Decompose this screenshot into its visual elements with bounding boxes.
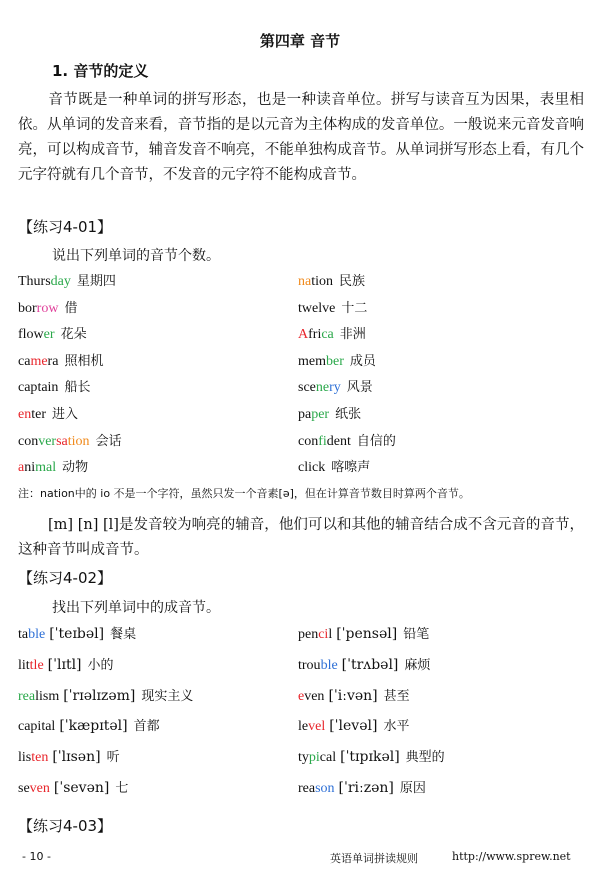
syllabic-text: [m] [n] [l]是发音较为响亮的辅音，他们可以和其他的辅音结合成不含元音的音节，这种音节叫成音节。 — [18, 517, 584, 558]
translation: 现实主义 — [141, 688, 194, 704]
syllable: dent — [326, 433, 351, 449]
word-entry — [18, 350, 103, 370]
intro-text: 音节既是一种单词的拼写形态，也是一种读音单位。拼写与读音互为因果，表里相依。从单词的发音来看，音节指的是以元音为主体构成的发音单位。一般说来元音发音响亮，可以构成音节，辅音发音不响亮，不能单独构成音节。从单词拼写形态上看，有几个元字符就有几个音节，不发音的元字符不能构成音节。 — [18, 92, 584, 183]
syllable: s — [45, 274, 51, 289]
phonetic: [ˈtɪpɪkəl] — [340, 749, 400, 766]
translation: 船长 — [64, 380, 91, 396]
word-row — [18, 297, 598, 323]
syllable: vel — [308, 719, 326, 735]
translation: 纸张 — [335, 407, 362, 422]
syllable: pi — [308, 750, 320, 766]
word — [298, 749, 336, 765]
word-entry — [18, 746, 120, 766]
syllable: ca — [18, 353, 31, 369]
translation: 首都 — [133, 719, 160, 735]
syllable: le — [298, 719, 309, 735]
word-entry — [298, 777, 426, 797]
phonetic: [ˈsevən] — [53, 780, 110, 796]
syllable: rea — [298, 781, 316, 796]
translation: 十二 — [341, 300, 368, 316]
word-row — [18, 350, 598, 376]
word-entry — [298, 403, 361, 423]
word-entry — [298, 350, 376, 370]
section-heading: 1. 音节的定义 — [52, 62, 149, 80]
word — [18, 406, 46, 422]
word — [298, 406, 329, 422]
word — [18, 780, 50, 796]
syllable: bor — [18, 300, 37, 316]
syllable: tle — [29, 657, 44, 673]
word-row — [18, 746, 598, 772]
word-entry — [18, 654, 114, 674]
word-entry — [298, 297, 367, 317]
phonetic: [ˈlɪtl] — [47, 656, 82, 673]
syllable: day — [50, 274, 71, 289]
phonetic: [ˈrɪəlɪzəm] — [63, 687, 136, 704]
word — [18, 273, 71, 289]
syllable: capi — [18, 719, 42, 735]
word-row — [18, 270, 598, 296]
word-row — [18, 430, 598, 456]
word — [18, 688, 59, 704]
syllable: er — [43, 327, 55, 343]
syllable: rea — [18, 688, 36, 704]
word-entry — [298, 376, 373, 396]
word — [18, 326, 55, 342]
syllable: lis — [18, 750, 32, 766]
exercise-instruction: 找出下列单词中的成音节。 — [52, 600, 220, 616]
translation: 听 — [106, 750, 120, 766]
syllable: ble — [320, 657, 338, 673]
syllable: ber — [326, 353, 344, 369]
translation: 七 — [115, 781, 129, 796]
word-entry — [298, 654, 430, 674]
word-row — [18, 777, 598, 803]
translation: 借 — [64, 300, 78, 316]
word-entry — [298, 715, 409, 735]
translation: 照相机 — [64, 353, 104, 369]
phonetic: [ˈriːzən] — [338, 780, 394, 796]
word — [298, 300, 335, 316]
translation: 自信的 — [356, 433, 396, 449]
syllable: per — [311, 407, 330, 422]
word-entry — [298, 456, 370, 476]
syllable: ver — [38, 433, 57, 449]
word — [298, 433, 351, 449]
syllable: mem — [298, 353, 326, 369]
phonetic: [ˈtrʌbəl] — [341, 656, 399, 673]
word — [18, 718, 55, 734]
word — [298, 459, 325, 475]
syllable: l — [328, 627, 333, 642]
syllable: lit — [18, 657, 30, 673]
translation: 进入 — [51, 407, 78, 422]
syllable: pen — [298, 627, 319, 642]
word-entry — [18, 456, 88, 476]
syllable: ven — [304, 688, 325, 704]
word-entry — [18, 270, 116, 290]
translation: 甚至 — [383, 688, 410, 704]
syllable: sce — [298, 380, 316, 396]
word-row — [18, 623, 598, 649]
syllable: tion — [311, 274, 333, 289]
syllable: e — [298, 688, 305, 704]
syllable: ca — [321, 327, 334, 343]
website-link[interactable]: http://www.sprew.net — [452, 850, 571, 863]
word — [298, 657, 338, 673]
word-row — [18, 323, 598, 349]
exercise-label: 【练习4-02】 — [18, 569, 113, 587]
word-row — [18, 403, 598, 429]
translation: 原因 — [399, 781, 426, 796]
word-entry — [18, 403, 78, 423]
exercise-instruction: 说出下列单词的音节个数。 — [52, 248, 220, 264]
syllable: na — [298, 274, 312, 289]
translation: 铅笔 — [403, 627, 430, 642]
word — [298, 718, 325, 734]
word-row — [18, 654, 598, 680]
word-entry — [18, 777, 128, 797]
syllable: con — [298, 433, 319, 449]
word-entry — [298, 685, 410, 705]
syllable: pa — [298, 407, 312, 422]
translation: 喀嚓声 — [331, 460, 371, 476]
syllable: ble — [28, 627, 46, 642]
word — [298, 626, 332, 642]
syllable: mal — [35, 460, 57, 476]
translation: 星期四 — [76, 274, 116, 289]
syllable: fri — [308, 327, 322, 343]
syllable: ta — [18, 627, 29, 642]
syllable: tion — [67, 433, 90, 449]
page-number: - 10 - — [22, 850, 51, 863]
word-entry — [18, 685, 193, 705]
word-row — [18, 376, 598, 402]
translation: 小的 — [87, 657, 114, 673]
syllable: Thur — [18, 274, 46, 289]
syllable: ty — [298, 750, 309, 766]
translation: 典型的 — [405, 750, 445, 766]
syllable: son — [315, 781, 335, 796]
syllable: en — [18, 407, 32, 422]
word — [18, 657, 44, 673]
word-entry — [18, 376, 90, 396]
word-entry — [18, 297, 77, 317]
book-title: 英语单词拼读规则 — [330, 852, 418, 865]
syllable: row — [36, 300, 59, 316]
word-entry — [298, 746, 445, 766]
word — [18, 433, 90, 449]
word — [18, 459, 56, 475]
phonetic: [ˈpensəl] — [336, 626, 398, 642]
word — [18, 626, 45, 642]
word — [298, 688, 324, 704]
word — [298, 780, 335, 796]
exercise-label: 【练习4-01】 — [18, 218, 113, 236]
syllable: A — [298, 327, 309, 343]
translation: 会话 — [95, 433, 122, 449]
word — [18, 300, 58, 316]
syllable: flow — [18, 327, 44, 343]
word — [18, 379, 58, 395]
word — [298, 273, 333, 289]
syllable: ra — [47, 353, 59, 369]
translation: 餐桌 — [110, 627, 137, 642]
phonetic: [ˈkæpɪtəl] — [59, 718, 128, 735]
exercise-label: 【练习4-03】 — [18, 817, 113, 835]
syllable: cal — [319, 750, 337, 766]
translation: 风景 — [346, 380, 373, 396]
syllable: con — [18, 433, 39, 449]
word-row — [18, 456, 598, 482]
footnote: 注：nation中的 io 不是一个字符，虽然只发一个音素[ə]，但在计算音节数目时算两个音节。 — [18, 487, 470, 500]
phonetic: [ˈiːvən] — [328, 687, 378, 704]
word-entry — [298, 270, 365, 290]
syllable: ni — [24, 460, 36, 476]
word — [298, 353, 344, 369]
syllable: trou — [298, 657, 321, 673]
syllable: fi — [318, 433, 327, 449]
syllable: cap — [18, 380, 38, 396]
phonetic: [ˈteɪbəl] — [49, 626, 105, 642]
word-entry — [18, 323, 87, 343]
syllable: click — [298, 460, 326, 476]
syllable: ter — [31, 407, 46, 422]
word-entry — [298, 623, 429, 643]
syllable: tal — [41, 719, 56, 735]
word-row — [18, 685, 598, 711]
syllabic-paragraph — [18, 513, 584, 563]
translation: 动物 — [62, 460, 89, 476]
word-entry — [18, 623, 136, 643]
chapter-title: 第四章 音节 — [259, 32, 341, 50]
word — [298, 379, 341, 395]
word — [18, 749, 48, 765]
word-entry — [298, 430, 396, 450]
translation: 水平 — [383, 719, 410, 735]
syllable: ven — [29, 781, 50, 796]
syllable: ne — [315, 380, 330, 396]
syllable: me — [30, 353, 48, 369]
syllable: ten — [31, 750, 49, 766]
word — [298, 326, 334, 342]
intro-paragraph — [18, 88, 584, 188]
syllable: se — [18, 781, 30, 796]
translation: 花朵 — [60, 327, 87, 343]
phonetic: [ˈlɪsən] — [52, 749, 101, 766]
word-row — [18, 715, 598, 741]
translation: 成员 — [349, 353, 376, 369]
syllable: ry — [329, 380, 341, 396]
syllable: ci — [318, 627, 329, 642]
syllable: tain — [37, 380, 59, 396]
word-entry — [18, 715, 160, 735]
syllable: lism — [35, 688, 60, 704]
translation: 民族 — [339, 274, 366, 289]
syllable: sa — [56, 433, 68, 449]
word-entry — [298, 323, 366, 343]
syllable: a — [18, 460, 25, 476]
syllable: twelve — [298, 300, 336, 316]
word — [18, 353, 58, 369]
translation: 麻烦 — [404, 657, 431, 673]
word-entry — [18, 430, 122, 450]
translation: 非洲 — [339, 327, 366, 343]
phonetic: [ˈlevəl] — [329, 718, 378, 735]
